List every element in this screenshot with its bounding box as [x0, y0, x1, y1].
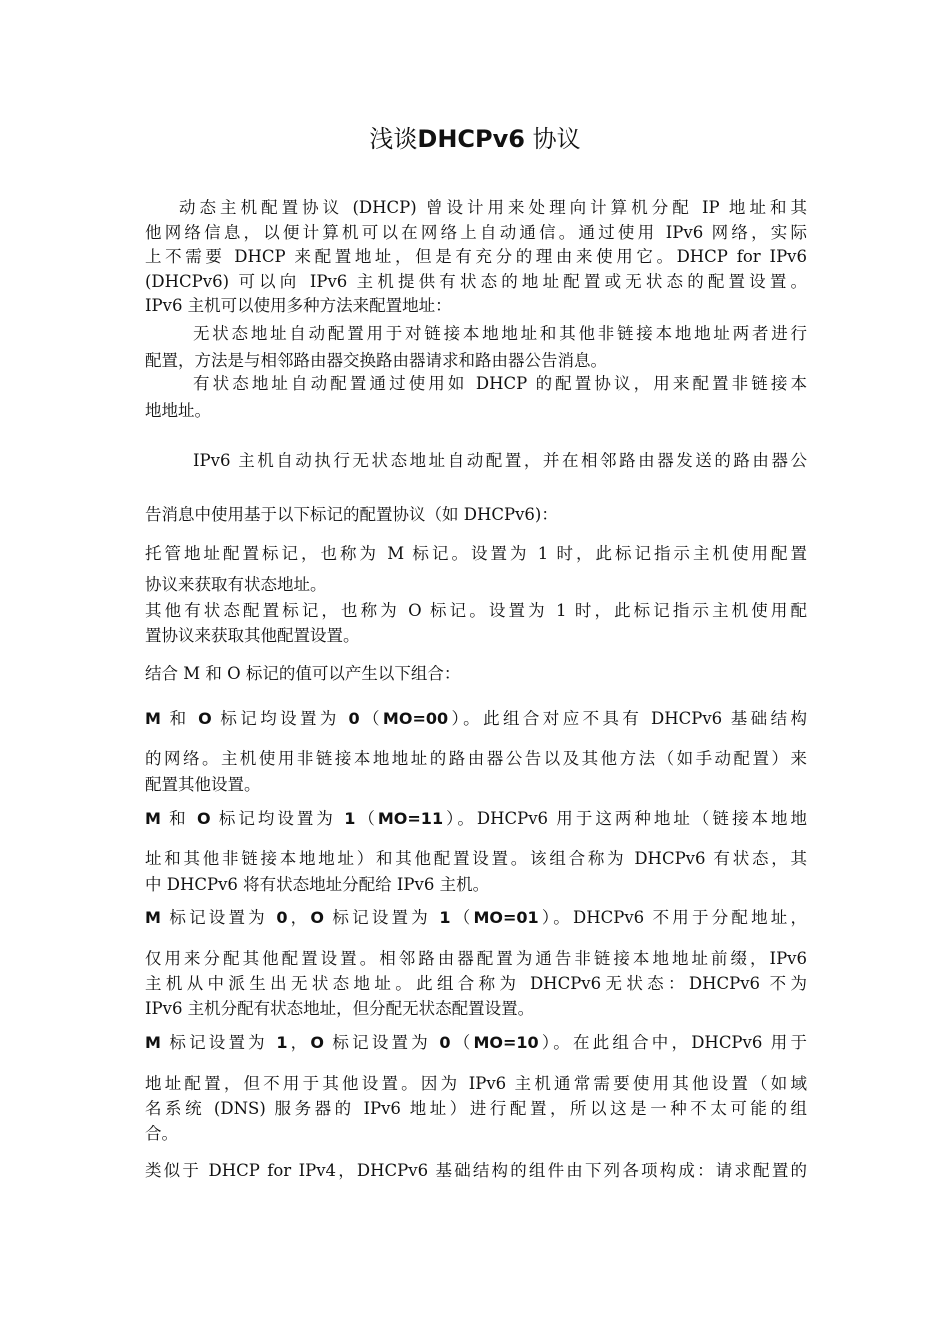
text-line: 仅用来分配其他配置设置。相邻路由器配置为通告非链接本地地址前缀，IPv6	[145, 949, 807, 968]
bold-text: 0	[348, 709, 360, 728]
text-run: ）。DHCPv6 不用于分配地址，	[538, 908, 808, 927]
text-line	[145, 806, 807, 832]
title-suffix: 协议	[524, 125, 581, 153]
text-line	[145, 706, 807, 732]
text-line	[145, 905, 807, 930]
paragraph-m-flag	[145, 537, 807, 599]
text-line: 名系统 (DNS) 服务器的 IPv6 地址）进行配置，所以这是一种不太可能的组	[145, 1099, 807, 1118]
text-line: 中 DHCPv6 将有状态地址分配给 IPv6 主机。	[145, 875, 490, 894]
text-run: （	[359, 709, 383, 728]
text-line: 协议来获取有状态地址。	[145, 575, 327, 594]
text-run: ，	[287, 1033, 311, 1052]
text-run: 标记设置为	[323, 908, 440, 927]
text-line: 配置，方法是与相邻路由器交换路由器请求和路由器公告消息。	[145, 351, 607, 370]
text-line: 托管地址配置标记，也称为 M 标记。设置为 1 时，此标记指示主机使用配置	[145, 544, 807, 563]
bold-text: 1	[439, 908, 451, 927]
bold-text: O	[198, 709, 212, 728]
text-line	[145, 1030, 807, 1055]
text-run: 和	[160, 809, 197, 828]
text-line: 地地址。	[145, 401, 211, 420]
text-run: 标记设置为	[323, 1033, 440, 1052]
bold-text: M	[145, 709, 161, 728]
text-line: 告消息中使用基于以下标记的配置协议（如 DHCPv6)：	[145, 505, 558, 524]
bold-text: O	[310, 908, 324, 927]
text-line: 址和其他非链接本地地址）和其他配置设置。该组合称为 DHCPv6 有状态，其	[145, 849, 807, 868]
text-line: 无状态地址自动配置用于对链接本地地址和其他非链接本地地址两者进行	[193, 324, 807, 343]
text-line: 结合 M 和 O 标记的值可以产生以下组合：	[145, 664, 461, 683]
bold-text: O	[196, 809, 211, 828]
text-line: IPv6 主机自动执行无状态地址自动配置，并在相邻路由器发送的路由器公	[193, 451, 807, 470]
paragraph-combo-01	[145, 905, 807, 1021]
bold-text: M	[145, 1033, 161, 1052]
text-line: (DHCPv6) 可以向 IPv6 主机提供有状态的地址配置或无状态的配置设置。	[145, 271, 807, 291]
text-run: （	[450, 908, 474, 927]
document-title	[0, 122, 950, 156]
bold-text: M	[145, 908, 161, 927]
text-run: 标记均设置为	[210, 809, 345, 828]
bold-text: MO=00	[382, 709, 449, 728]
text-line: 有状态地址自动配置通过使用如 DHCP 的配置协议，用来配置非链接本	[193, 374, 807, 393]
paragraph-stateful	[145, 370, 807, 424]
text-run: ）。在此组合中，DHCPv6 用于	[538, 1033, 808, 1052]
bold-text: O	[310, 1033, 324, 1052]
text-run: （	[450, 1033, 474, 1052]
paragraph-components	[145, 1158, 807, 1184]
bold-text: M	[145, 809, 161, 828]
paragraph-o-flag	[145, 598, 807, 648]
text-line: 合。	[145, 1124, 178, 1143]
paragraph-combo-10	[145, 1030, 807, 1146]
text-run: 标记均设置为	[211, 709, 349, 728]
bold-text: MO=01	[473, 908, 539, 927]
paragraph-combinations	[145, 661, 807, 687]
text-run: ）。此组合对应不具有 DHCPv6 基础结构	[448, 709, 807, 728]
paragraph-auto	[145, 434, 807, 542]
paragraph-intro	[145, 196, 807, 319]
text-run: ）。DHCPv6 用于这两种地址（链接本地地	[443, 809, 807, 828]
text-line: 动态主机配置协议 (DHCP) 曾设计用来处理向计算机分配 IP 地址和其	[179, 198, 807, 217]
paragraph-combo-00	[145, 706, 807, 798]
text-line: IPv6 主机可以使用多种方法来配置地址：	[145, 296, 452, 315]
text-line: 地址配置，但不用于其他设置。因为 IPv6 主机通常需要使用其他设置（如域	[145, 1074, 807, 1093]
text-line: 其他有状态配置标记，也称为 O 标记。设置为 1 时，此标记指示主机使用配	[145, 601, 807, 620]
text-line: 主机从中派生出无状态地址。此组合称为 DHCPv6无状态：DHCPv6 不为	[145, 974, 807, 993]
text-run: 标记设置为	[160, 1033, 277, 1052]
bold-text: 0	[276, 908, 288, 927]
text-line: IPv6 主机分配有状态地址，但分配无状态配置设置。	[145, 999, 535, 1018]
text-line: 置协议来获取其他配置设置。	[145, 626, 360, 645]
text-run: ，	[287, 908, 311, 927]
text-run: （	[355, 809, 378, 828]
text-line: 他网络信息，以便计算机可以在网络上自动通信。通过使用 IPv6 网络，实际	[145, 222, 807, 242]
title-bold: DHCPv6	[417, 125, 525, 153]
text-run: 和	[160, 709, 199, 728]
text-run: 标记设置为	[160, 908, 277, 927]
bold-text: 1	[276, 1033, 288, 1052]
bold-text: MO=10	[473, 1033, 539, 1052]
text-line: 配置其他设置。	[145, 775, 261, 794]
text-line: 类似于 DHCP for IPv4，DHCPv6 基础结构的组件由下列各项构成：请求配置的	[145, 1161, 807, 1180]
paragraph-stateless	[145, 320, 807, 374]
text-line: 上不需要 DHCP 来配置地址，但是有充分的理由来使用它。DHCP for IPv6	[145, 247, 807, 266]
text-line: 的网络。主机使用非链接本地地址的路由器公告以及其他方法（如手动配置）来	[145, 749, 807, 768]
bold-text: MO=11	[377, 809, 444, 828]
title-prefix: 浅谈	[369, 125, 418, 153]
bold-text: 1	[344, 809, 356, 828]
bold-text: 0	[439, 1033, 451, 1052]
paragraph-combo-11	[145, 806, 807, 898]
